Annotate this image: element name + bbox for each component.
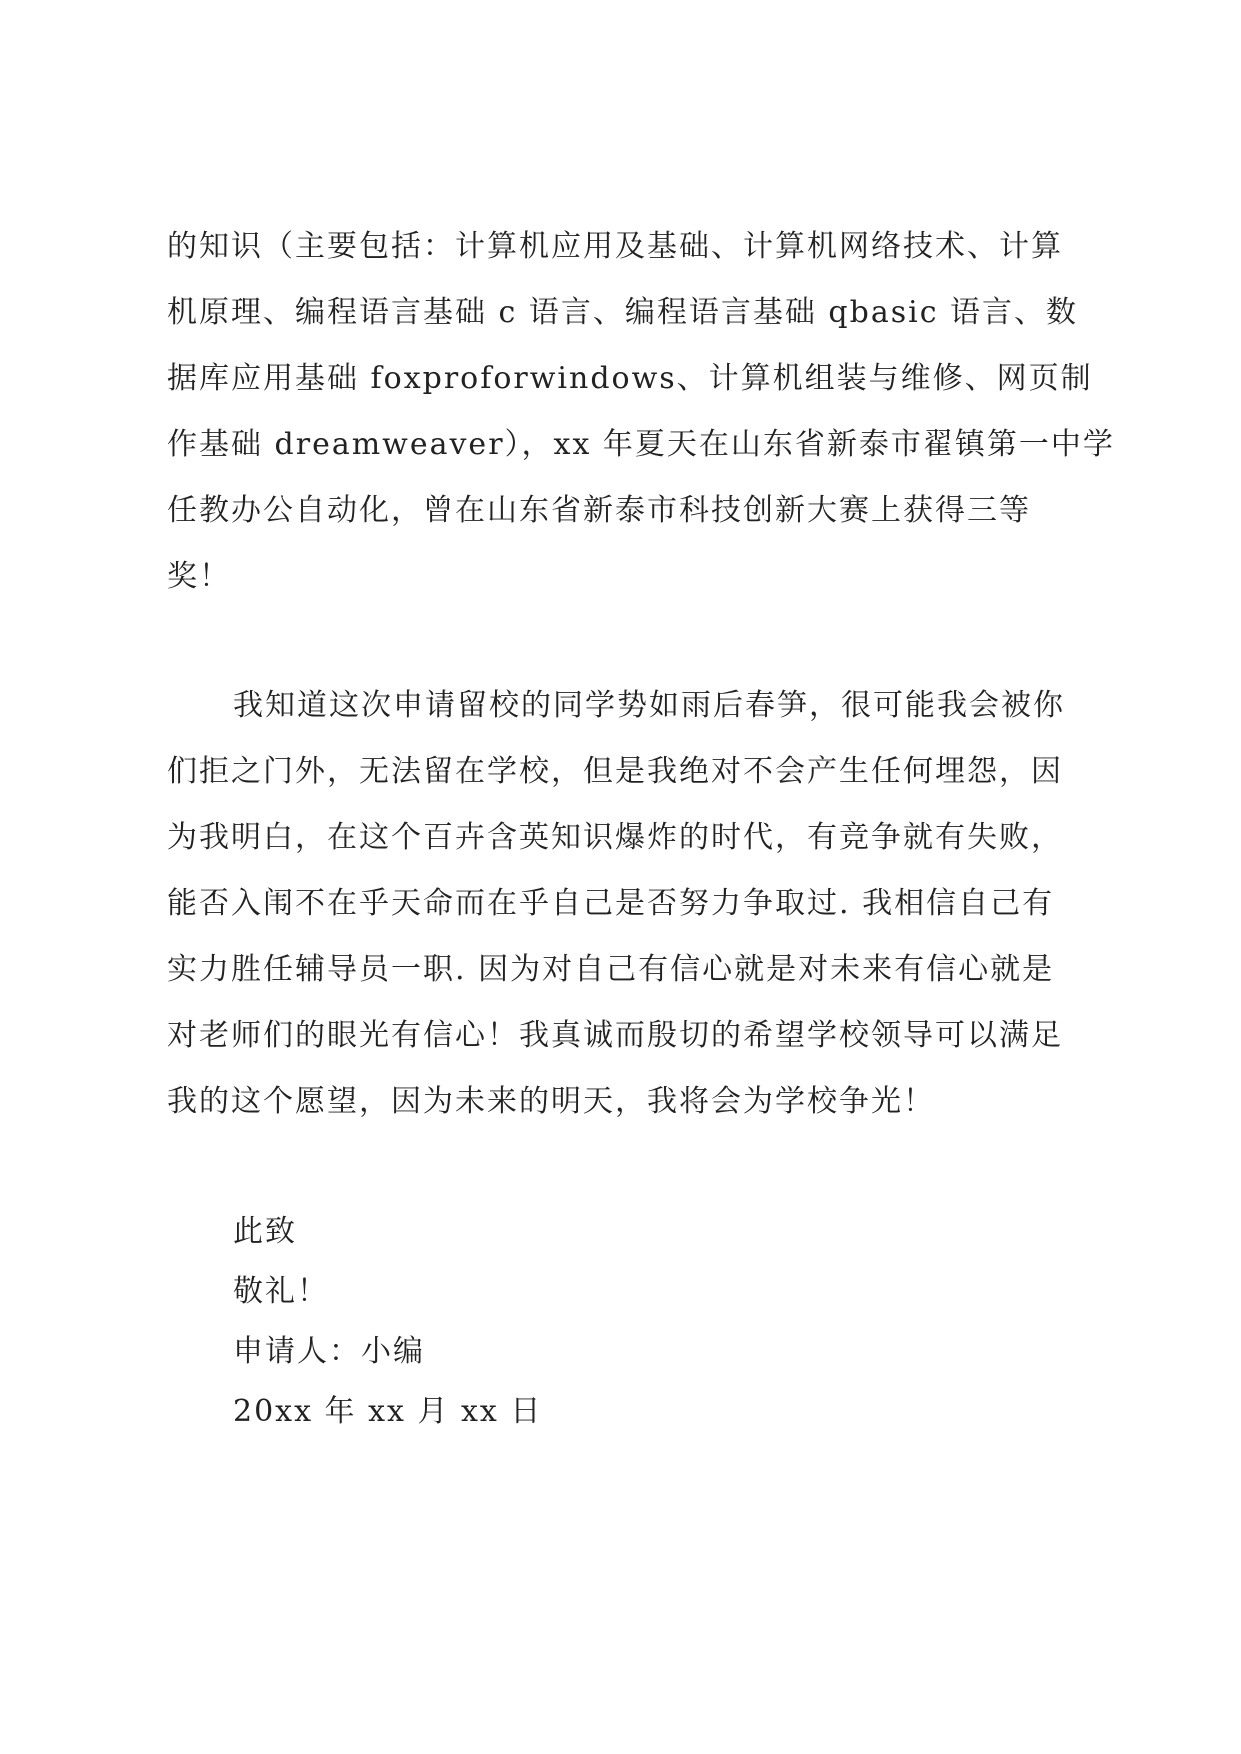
text-line: 的知识（主要包括：计算机应用及基础、计算机网络技术、计算 [167, 229, 1063, 264]
text-line: 们拒之门外，无法留在学校，但是我绝对不会产生任何埋怨，因 [167, 754, 1063, 789]
text-line: 为我明白，在这个百卉含英知识爆炸的时代，有竞争就有失败， [167, 820, 1063, 855]
text-line: 任教办公自动化，曾在山东省新泰市科技创新大赛上获得三等 [167, 493, 1031, 528]
text-line: 据库应用基础 foxproforwindows、计算机组装与维修、网页制 [167, 361, 1093, 396]
salutation: 此致 [233, 1214, 297, 1249]
text-line: 机原理、编程语言基础 c 语言、编程语言基础 qbasic 语言、数 [167, 295, 1079, 330]
text-line: 实力胜任辅导员一职. 因为对自己有信心就是对未来有信心就是 [167, 952, 1055, 987]
text-line: 我的这个愿望，因为未来的明天，我将会为学校争光！ [167, 1084, 935, 1119]
letter-date: 20xx 年 xx 月 xx 日 [233, 1394, 543, 1429]
text-line: 作基础 dreamweaver），xx 年夏天在山东省新泰市翟镇第一中学 [167, 427, 1115, 462]
regards: 敬礼！ [233, 1274, 329, 1309]
text-line: 能否入闱不在乎天命而在乎自己是否努力争取过. 我相信自己有 [167, 886, 1055, 921]
text-line: 对老师们的眼光有信心！我真诚而殷切的希望学校领导可以满足 [167, 1018, 1063, 1053]
text-line: 我知道这次申请留校的同学势如雨后春笋，很可能我会被你 [233, 688, 1065, 723]
applicant-name: 申请人：小编 [233, 1334, 425, 1369]
text-line: 奖！ [167, 559, 231, 594]
